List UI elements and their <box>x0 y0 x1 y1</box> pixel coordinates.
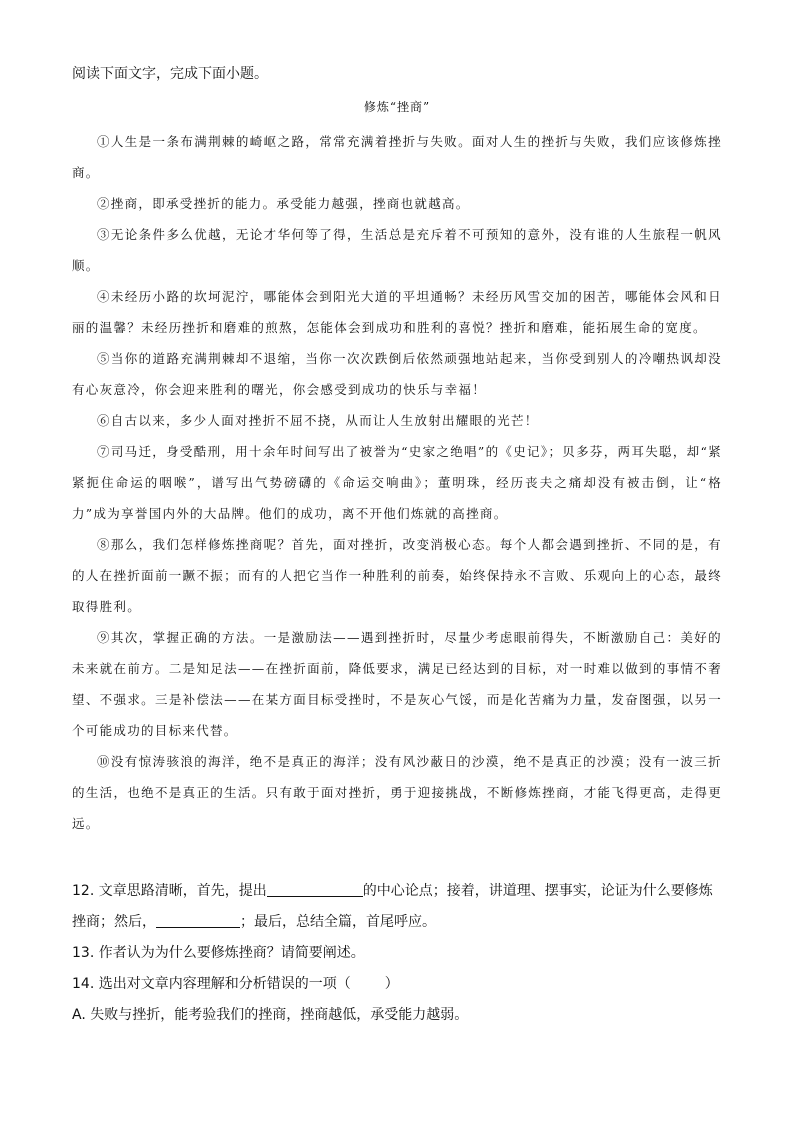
answer-blank-2[interactable] <box>156 913 240 928</box>
paragraph-2: ②挫商，即承受挫折的能力。承受能力越强，挫商也就越高。 <box>97 196 470 211</box>
paragraph-6: ⑥自古以来，多少人面对挫折不屈不挠，从而让人生放射出耀眼的光芒！ <box>97 413 539 428</box>
question-12-part-1: 12. 文章思路清晰，首先，提出 <box>72 883 267 899</box>
paragraph-7: ⑦司马迁，身受酷刑，用十余年时间写出了被誉为“史家之绝唱”的《史记》；贝多芬，两耳失聪，却“紧紧扼住命运的咽喉”，谱写出气势磅礴的《命运交响曲》；董明珠，经历丧夫之痛却没有被击倒，让“格力”成为享誉国内外的大品牌。他们的成功，离不开他们炼就的高挫商。 <box>72 444 722 521</box>
question-section <box>72 876 722 1031</box>
article-body <box>72 126 722 839</box>
question-12-part-2: 的中心论点；接着，讲道理、摆事实，论证为什么要修炼挫商；然后， <box>72 883 713 930</box>
paragraph-8: ⑧那么，我们怎样修炼挫商呢？首先，面对挫折，改变消极心态。每个人都会遇到挫折、不同的是，有的人在挫折面前一蹶不振；而有的人把它当作一种胜利的前奏，始终保持永不言败、乐观向上的心态，最终取得胜利。 <box>72 537 722 614</box>
question-14 <box>72 969 722 1000</box>
paragraph-10: ⑩没有惊涛骇浪的海洋，绝不是真正的海洋；没有风沙蔽日的沙漠，绝不是真正的沙漠；没有一波三折的生活，也绝不是真正的生活。只有敢于面对挫折，勇于迎接挑战，不断修炼挫商，才能飞得更高，走得更远。 <box>72 754 722 831</box>
paragraph-9: ⑨其次，掌握正确的方法。一是激励法——遇到挫折时，尽量少考虑眼前得失，不断激励自己：美好的未来就在前方。二是知足法——在挫折面前，降低要求，满足已经达到的目标，对一时难以做到的事情不奢望、不强求。三是补偿法——在某方面目标受挫时，不是灰心气馁，而是化苦痛为力量，发奋图强，以另一个可能成功的目标来代替。 <box>72 630 722 738</box>
question-12-part-3: ；最后，总结全篇，首尾呼应。 <box>240 914 436 930</box>
paragraph-3: ③无论条件多么优越，无论才华何等了得，生活总是充斥着不可预知的意外，没有谁的人生旅程一帆风顺。 <box>72 227 722 273</box>
reading-instruction: 阅读下面文字，完成下面小题。 <box>72 66 268 82</box>
paragraph-5: ⑤当你的道路充满荆棘却不退缩，当你一次次跌倒后依然顽强地站起来，当你受到别人的冷嘲热讽却没有心灰意冷，你会迎来胜利的曙光，你会感受到成功的快乐与幸福！ <box>72 351 722 397</box>
question-14-close: ） <box>384 976 399 992</box>
question-14-option-a: A. 失败与挫折，能考验我们的挫商，挫商越低，承受能力越弱。 <box>72 1007 469 1023</box>
paragraph-4: ④未经历小路的坎坷泥泞，哪能体会到阳光大道的平坦通畅？未经历风雪交加的困苦，哪能体会风和日丽的温馨？未经历挫折和磨难的煎熬，怎能体会到成功和胜利的喜悦？挫折和磨难，能拓展生命的宽度。 <box>72 289 722 335</box>
question-14-stem: 14. 选出对文章内容理解和分析错误的一项（ <box>72 976 351 992</box>
question-12 <box>72 876 722 938</box>
question-13: 13. 作者认为为什么要修炼挫商？请简要阐述。 <box>72 945 365 961</box>
article-title: 修炼“挫商” <box>363 100 431 114</box>
answer-blank-1[interactable] <box>267 882 363 897</box>
paragraph-1: ①人生是一条布满荆棘的崎岖之路，常常充满着挫折与失败。面对人生的挫折与失败，我们应该修炼挫商。 <box>72 134 722 180</box>
